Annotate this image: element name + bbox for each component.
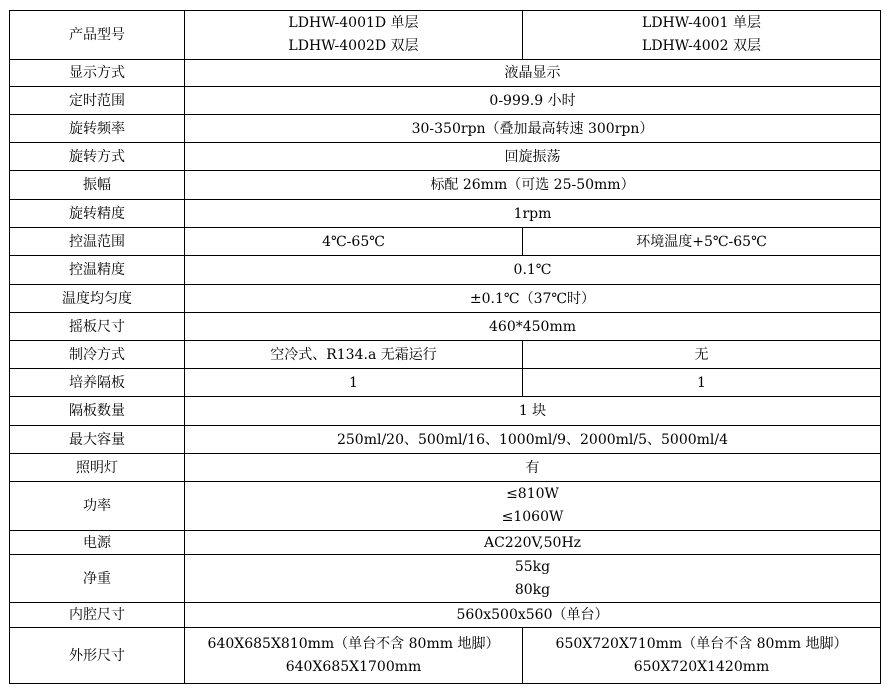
table-row: [10, 60, 881, 87]
table-row: [10, 11, 881, 60]
model-double: LDHW-4002 双层: [642, 38, 761, 54]
row-value-col1: 1: [185, 369, 523, 397]
table-row: [10, 369, 881, 397]
outer-double: 650X720X1420mm: [633, 658, 770, 675]
row-value: [185, 482, 881, 531]
row-value: 560x500x560（单台）: [185, 603, 881, 628]
row-value-col1: 4℃-65℃: [185, 228, 523, 256]
row-value: 0.1℃: [185, 256, 881, 285]
table-row: [10, 628, 881, 684]
row-label: 温度均匀度: [10, 285, 185, 313]
outer-col2: [523, 628, 881, 684]
row-label: 制冷方式: [10, 341, 185, 369]
row-label: 培养隔板: [10, 369, 185, 397]
outer-single: 650X720X710mm（单台不含 80mm 地脚）: [555, 635, 848, 652]
weight-line: 80kg: [514, 581, 551, 598]
model-double: LDHW-4002D 双层: [288, 38, 419, 54]
row-label: 旋转精度: [10, 200, 185, 228]
table-row: [10, 482, 881, 531]
spec-table: [9, 10, 881, 684]
row-label: 控温范围: [10, 228, 185, 256]
power-line: ≤810W: [506, 486, 559, 502]
row-value-col2: 无: [523, 341, 881, 369]
table-row: [10, 228, 881, 256]
row-label: 内腔尺寸: [10, 603, 185, 628]
row-label: 产品型号: [10, 11, 185, 60]
power-line: ≤1060W: [501, 509, 564, 525]
row-value: 460*450mm: [185, 313, 881, 341]
outer-col1: [185, 628, 523, 684]
row-value-col2: 1: [523, 369, 881, 397]
table-row: [10, 313, 881, 341]
table-row: [10, 87, 881, 115]
row-value: 0-999.9 小时: [185, 87, 881, 115]
row-value: [185, 555, 881, 603]
row-value: 回旋振荡: [185, 143, 881, 171]
model-single: LDHW-4001D 单层: [288, 15, 419, 31]
row-label: 控温精度: [10, 256, 185, 285]
model-col2: [523, 11, 881, 60]
row-label: 功率: [10, 482, 185, 531]
row-value: ±0.1℃（37℃时）: [185, 285, 881, 313]
row-value: 250ml/20、500ml/16、1000ml/9、2000ml/5、5000ml/4: [185, 426, 881, 454]
table-row: [10, 555, 881, 603]
row-label: 振幅: [10, 171, 185, 200]
row-label: 显示方式: [10, 60, 185, 87]
table-row: [10, 426, 881, 454]
row-label: 隔板数量: [10, 397, 185, 426]
row-label: 定时范围: [10, 87, 185, 115]
row-label: 净重: [10, 555, 185, 603]
row-label: 旋转方式: [10, 143, 185, 171]
outer-single: 640X685X810mm（单台不含 80mm 地脚）: [207, 635, 500, 652]
table-row: [10, 171, 881, 200]
row-label: 旋转频率: [10, 115, 185, 143]
outer-double: 640X685X1700mm: [285, 658, 422, 675]
table-row: [10, 397, 881, 426]
row-value: 液晶显示: [185, 60, 881, 87]
table-row: [10, 143, 881, 171]
row-value: 30-350rpn（叠加最高转速 300rpn）: [185, 115, 881, 143]
table-row: [10, 115, 881, 143]
row-value: 1rpm: [185, 200, 881, 228]
model-col1: [185, 11, 523, 60]
table-row: [10, 454, 881, 482]
table-row: [10, 603, 881, 628]
row-value: AC220V,50Hz: [185, 531, 881, 555]
table-row: [10, 256, 881, 285]
table-row: [10, 341, 881, 369]
model-single: LDHW-4001 单层: [642, 15, 761, 31]
table-row: [10, 285, 881, 313]
table-row: [10, 200, 881, 228]
row-value-col1: 空冷式、R134.a 无霜运行: [185, 341, 523, 369]
table-row: [10, 531, 881, 555]
row-value: 有: [185, 454, 881, 482]
row-label: 外形尺寸: [10, 628, 185, 684]
row-value: 1 块: [185, 397, 881, 426]
row-label: 照明灯: [10, 454, 185, 482]
row-label: 摇板尺寸: [10, 313, 185, 341]
row-label: 电源: [10, 531, 185, 555]
row-value: 标配 26mm（可选 25-50mm）: [185, 171, 881, 200]
weight-line: 55kg: [514, 558, 551, 575]
row-label: 最大容量: [10, 426, 185, 454]
row-value-col2: 环境温度+5℃-65℃: [523, 228, 881, 256]
